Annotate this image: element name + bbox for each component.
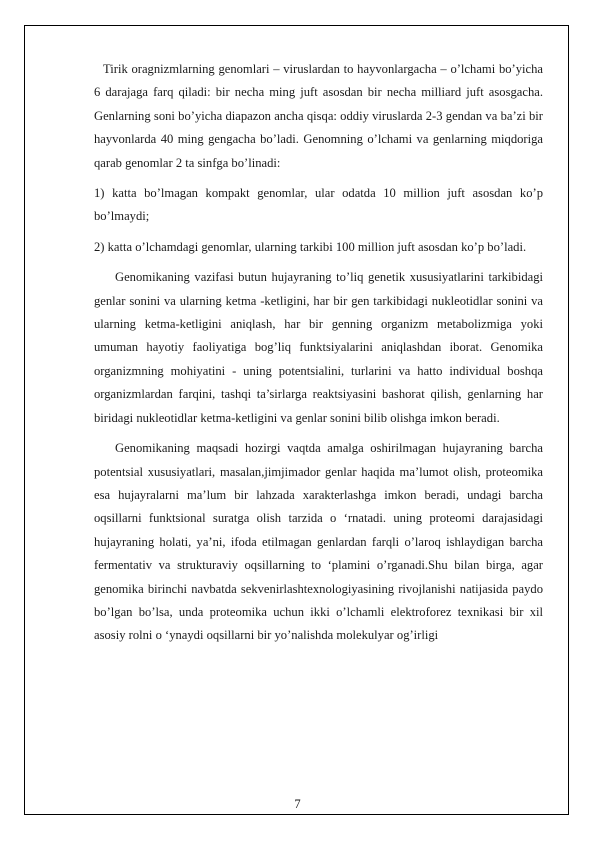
paragraph-genome-sizes: Tirik oragnizmlarning genomlari – viruslardan to hayvonlargacha – o’lchami bo’yicha 6 darajaga farq qiladi: bir necha ming juft asosdan bir necha milliard juft asosgacha. Genlarning soni bo’yicha diapazon ancha qisqa: oddiy viruslarda 2-3 gendan va ba’zi bir hayvonlarda 40 ming gengacha bo’ladi. Genomning o’lchami va genlarning miqdoriga qarab genomlar 2 ta sinfga bo’linadi: <box>94 62 543 170</box>
document-body <box>94 58 543 648</box>
paragraph-genomics-goal: Genomikaning maqsadi hozirgi vaqtda amalga oshirilmagan hujayraning barcha potentsial xususiyatlari, masalan,jimjimador genlar haqida ma’lumot olish, proteomika esa hujayralarni ma’lum bir lahzada xarakterlashga imkon beradi, undagi barcha oqsillarni funktsional suratga olish tarzida o ‘rnatadi. uning proteomi darajasidagi hujayraning holati, ya’ni, ifoda etilmagan genlardan farqli o’laroq ishlaydigan barcha fermentativ va strukturaviy oqsillarning to ‘plamini o’rganadi.Shu bilan birga, agar genomika birinchi navbatda sekvenirlashtexnologiyasining rivojlanishi natijasida paydo bo’lgan bo’lsa, unda proteomika uchun ikki o’lchamli elektroforez texnikasi bir xil asosiy rolni o ‘ynaydi oqsillarni bir yo’nalishda molekulyar og’irligi <box>94 441 543 643</box>
list-item-compact-genomes: 1) katta bo’lmagan kompakt genomlar, ular odatda 10 million juft asosdan ko’p bo’lmaydi; <box>94 186 543 224</box>
page-number: 7 <box>294 797 301 811</box>
paragraph-genomics-task: Genomikaning vazifasi butun hujayraning to’liq genetik xususiyatlarini tarkibidagi genlar sonini va ularning ketma -ketligini, har bir gen tarkibidagi nukleotidlar sonini va ularning ketma-ketligini aniqlash, har bir genning organizm metabolizmiga yoki umuman hayotiy faoliyatiga bog’liq funktsiyalarini aniqlashdan iborat. Genomika organizmning mohiyatini - uning potentsialini, turlarini va hatto individual boshqa organizmlardan farqini, tashqi ta’sirlarga reaktsiyasini bashorat qilish, genlarning har biridagi nukleotidlar ketma-ketligini va genlar sonini bilib olishga imkon beradi. <box>94 270 543 425</box>
list-item-large-genomes: 2) katta o’lchamdagi genomlar, ularning tarkibi 100 million juft asosdan ko’p bo’ladi. <box>94 239 527 254</box>
